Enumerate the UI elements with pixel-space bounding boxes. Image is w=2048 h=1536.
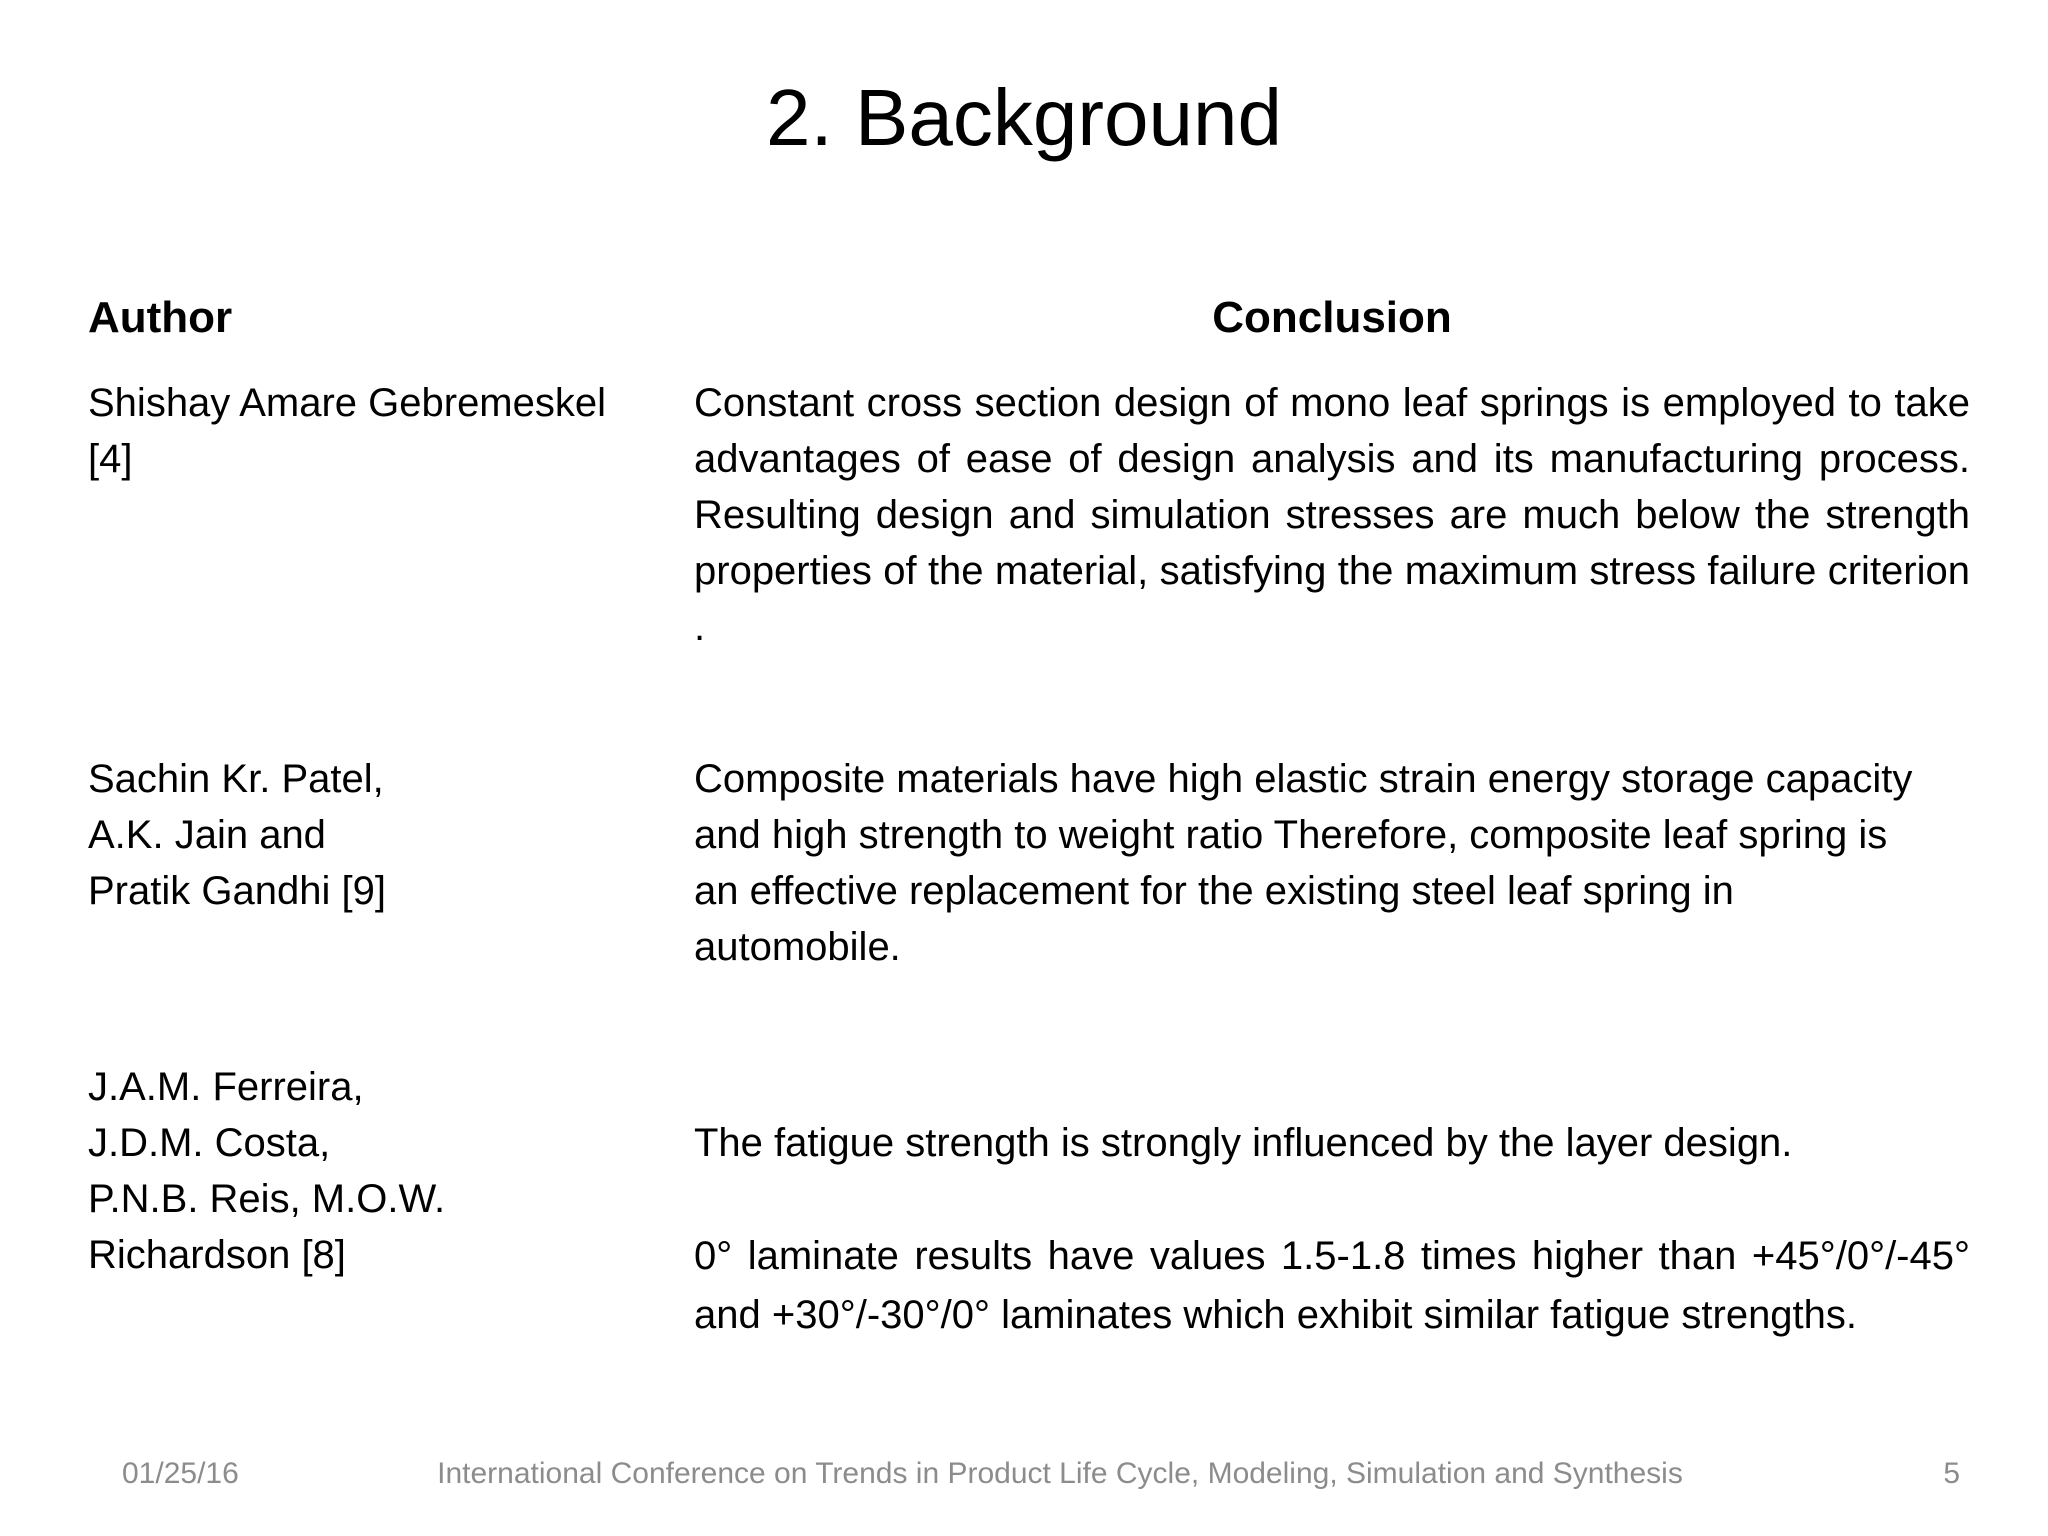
footer-conference: International Conference on Trends in Product Life Cycle, Modeling, Simulation and Synthesis bbox=[437, 1457, 1683, 1490]
column-header-conclusion: Conclusion bbox=[1212, 293, 1452, 342]
row-1-author: Shishay Amare Gebremeskel [4] bbox=[88, 381, 607, 481]
row-3-conclusion-line-2: 0° laminate results have values 1.5-1.8 times higher than +45°/0°/-45° and +30°/-30°/0° laminates which exhibit similar fatigue strengths. bbox=[694, 1234, 1970, 1337]
row-3-conclusion bbox=[694, 1059, 1970, 1401]
row-2-conclusion: Composite materials have high elastic strain energy storage capacity and high strength to weight ratio Therefore, composite leaf spring is an effective replacement for the existing steel leaf spring in automobile. bbox=[694, 757, 1913, 969]
footer-date: 01/25/16 bbox=[122, 1457, 239, 1490]
column-header-author: Author bbox=[88, 293, 233, 342]
row-3-conclusion-line-1: The fatigue strength is strongly influenced by the layer design. bbox=[694, 1121, 1793, 1165]
slide-title: 2. Background bbox=[766, 73, 1282, 162]
row-3-author: J.A.M. Ferreira, J.D.M. Costa, P.N.B. Reis, M.O.W. Richardson [8] bbox=[88, 1065, 446, 1277]
row-2-author: Sachin Kr. Patel, A.K. Jain and Pratik Gandhi [9] bbox=[88, 757, 386, 913]
footer-page-number: 5 bbox=[1943, 1457, 1960, 1490]
row-1-conclusion: Constant cross section design of mono leaf springs is employed to take advantages of ease of design analysis and its manufacturing process. Resulting design and simulation stresses are much below the strength properties of the material, satisfying the maximum stress failure criterion . bbox=[694, 381, 1970, 649]
